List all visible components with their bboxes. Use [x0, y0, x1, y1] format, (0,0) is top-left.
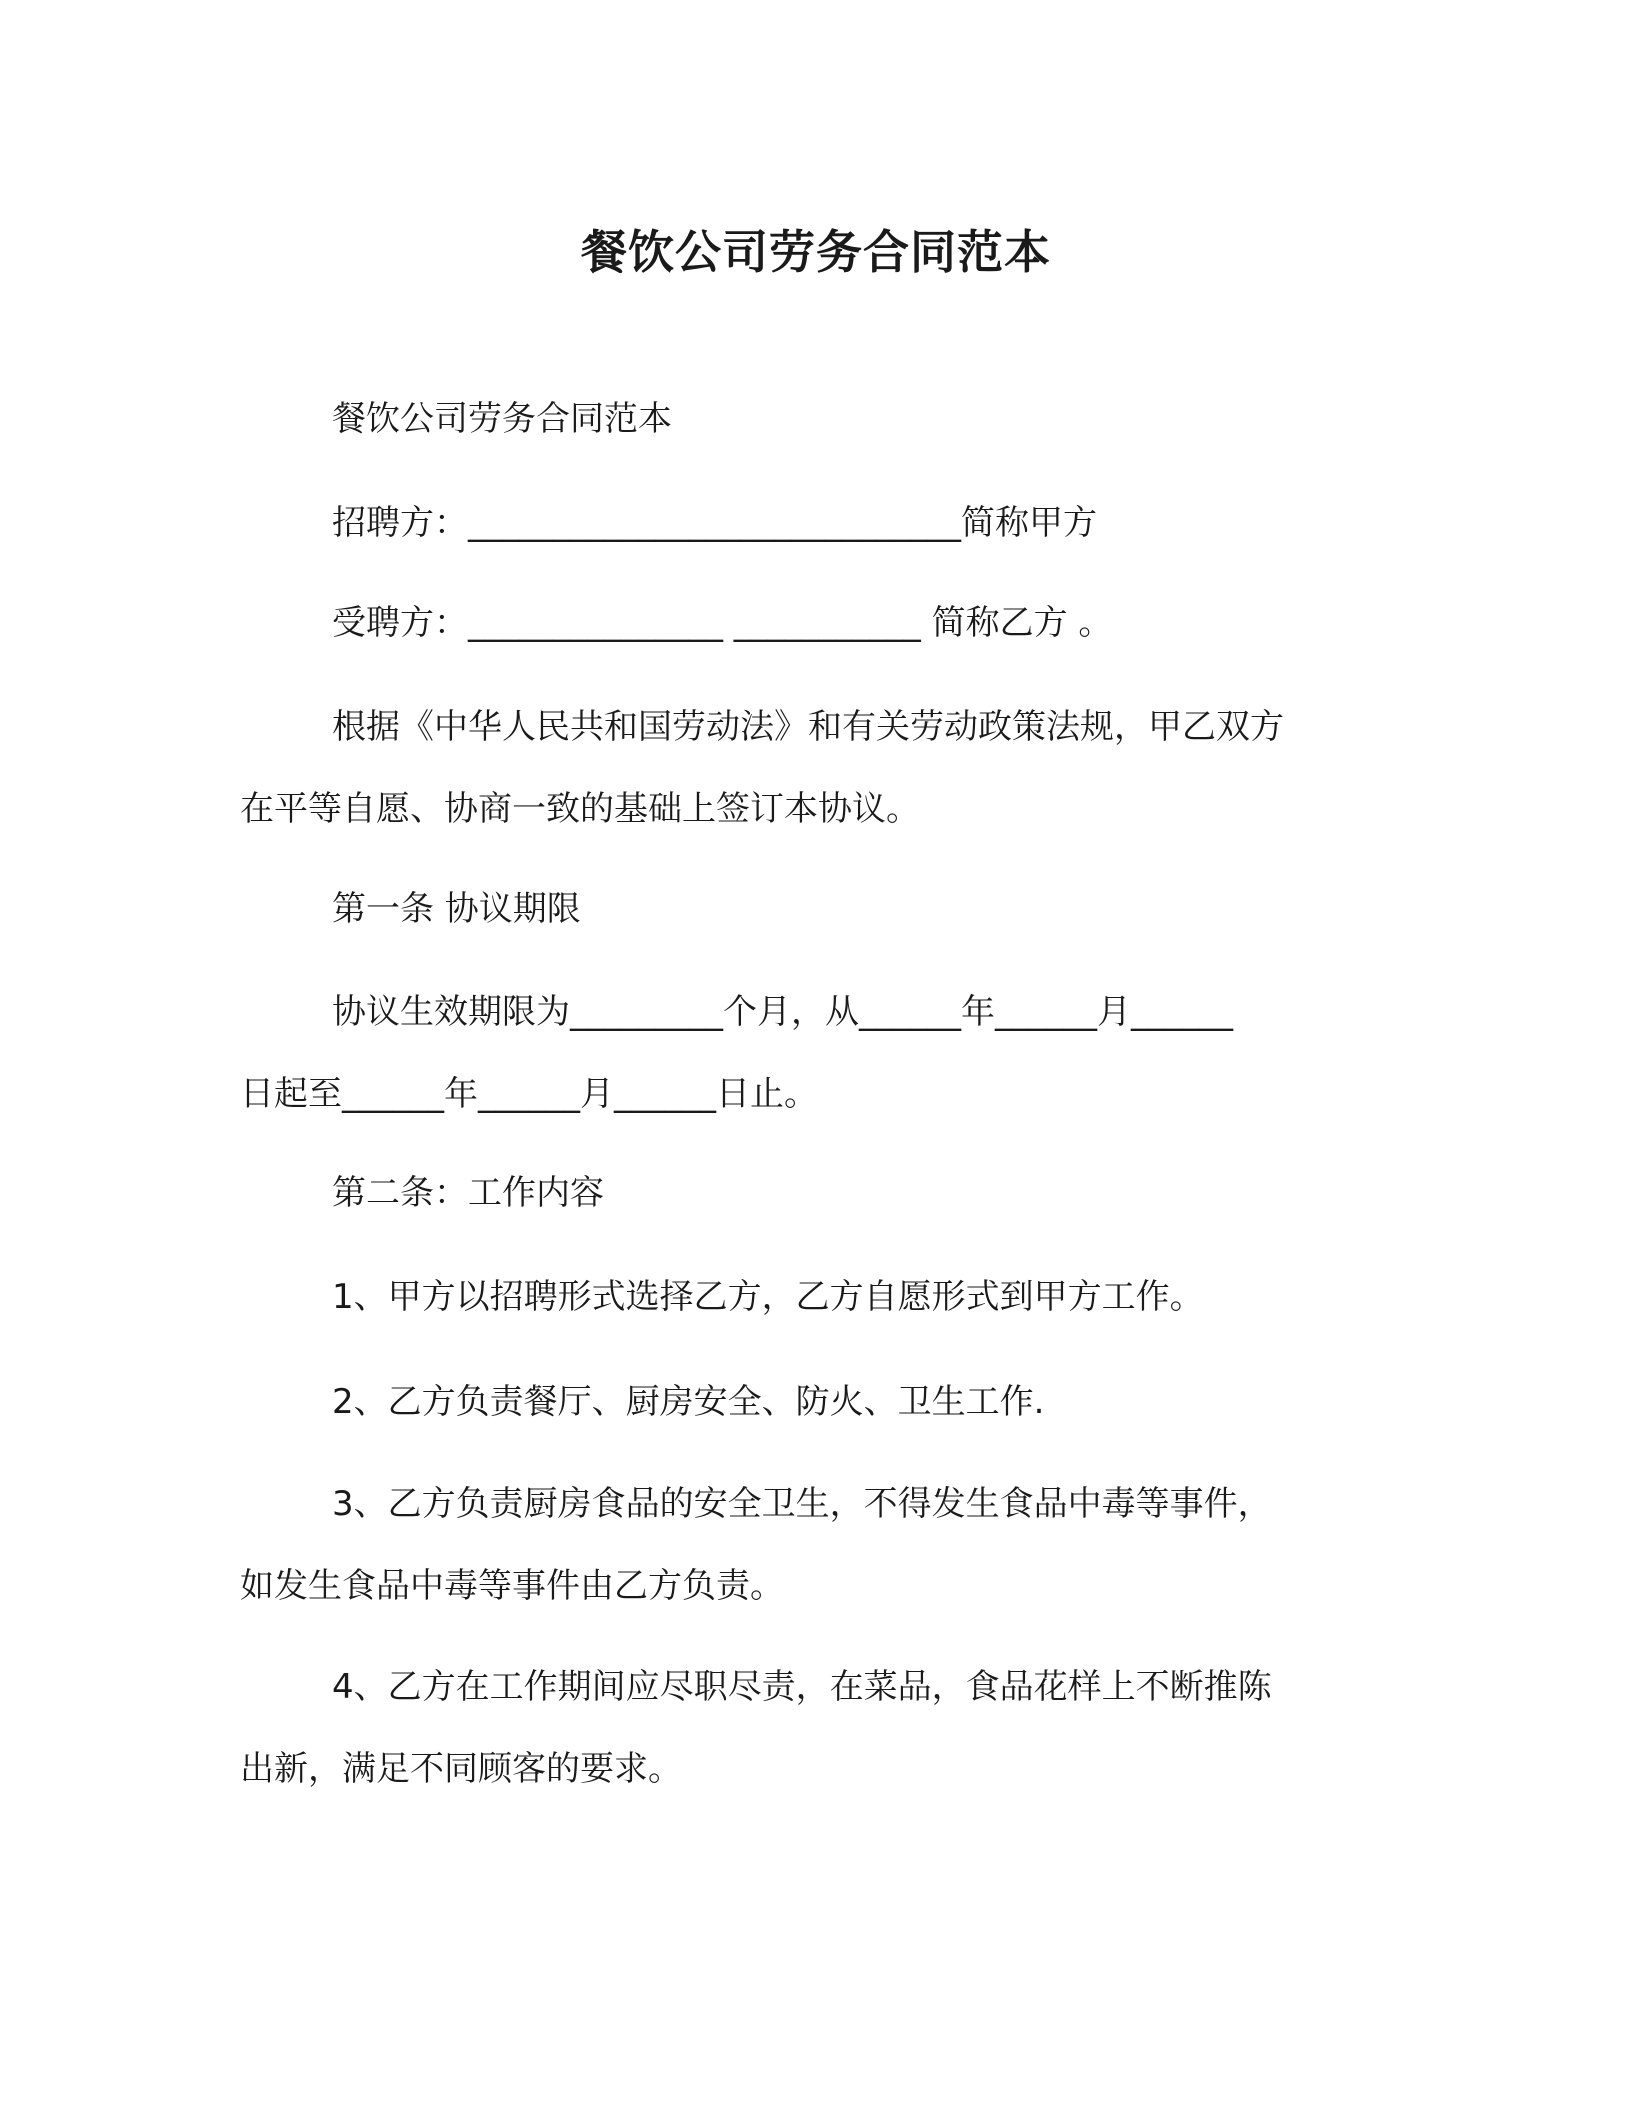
article1-line-1: 协议生效期限为_________个月，从______年______月______ — [332, 992, 1233, 1032]
item4-line-1: 4、乙方在工作期间应尽职尽责，在菜品，食品花样上不断推陈 — [332, 1667, 1272, 1707]
subtitle-paragraph — [240, 378, 1385, 460]
preamble-line-1: 根据《中华人民共和国劳动法》和有关劳动政策法规，甲乙双方 — [332, 707, 1284, 747]
item1-text: 1、甲方以招聘形式选择乙方，乙方自愿形式到甲方工作。 — [332, 1277, 1204, 1317]
employee-line: 受聘方：_______________ ___________ 简称乙方 。 — [332, 603, 1113, 643]
article2-heading: 第二条：工作内容 — [332, 1173, 604, 1213]
article1-heading: 第一条 协议期限 — [332, 889, 581, 929]
item3-line-1: 3、乙方负责厨房食品的安全卫生，不得发生食品中毒等事件， — [332, 1484, 1272, 1524]
preamble-paragraph — [240, 686, 1385, 850]
article1-line-2: 日起至______年______月______日止。 — [240, 1074, 818, 1114]
item4-line-2: 出新，满足不同顾客的要求。 — [240, 1749, 682, 1789]
employer-line: 招聘方：_____________________________简称甲方 — [332, 503, 1097, 543]
employer-paragraph — [240, 482, 1385, 564]
article1-body-paragraph — [240, 971, 1385, 1135]
item2-paragraph — [240, 1361, 1385, 1443]
item2-text: 2、乙方负责餐厅、厨房安全、防火、卫生工作. — [332, 1382, 1045, 1422]
preamble-line-2: 在平等自愿、协商一致的基础上签订本协议。 — [240, 789, 920, 829]
item1-paragraph — [240, 1256, 1385, 1338]
article1-heading-paragraph — [240, 868, 1385, 950]
employee-paragraph — [240, 582, 1385, 664]
document-title: 餐饮公司劳务合同范本 — [581, 225, 1051, 279]
item3-paragraph — [240, 1463, 1385, 1627]
item4-paragraph — [240, 1646, 1385, 1810]
subtitle-text: 餐饮公司劳务合同范本 — [332, 399, 672, 439]
item3-line-2: 如发生食品中毒等事件由乙方负责。 — [240, 1566, 784, 1606]
article2-heading-paragraph — [240, 1152, 1385, 1234]
